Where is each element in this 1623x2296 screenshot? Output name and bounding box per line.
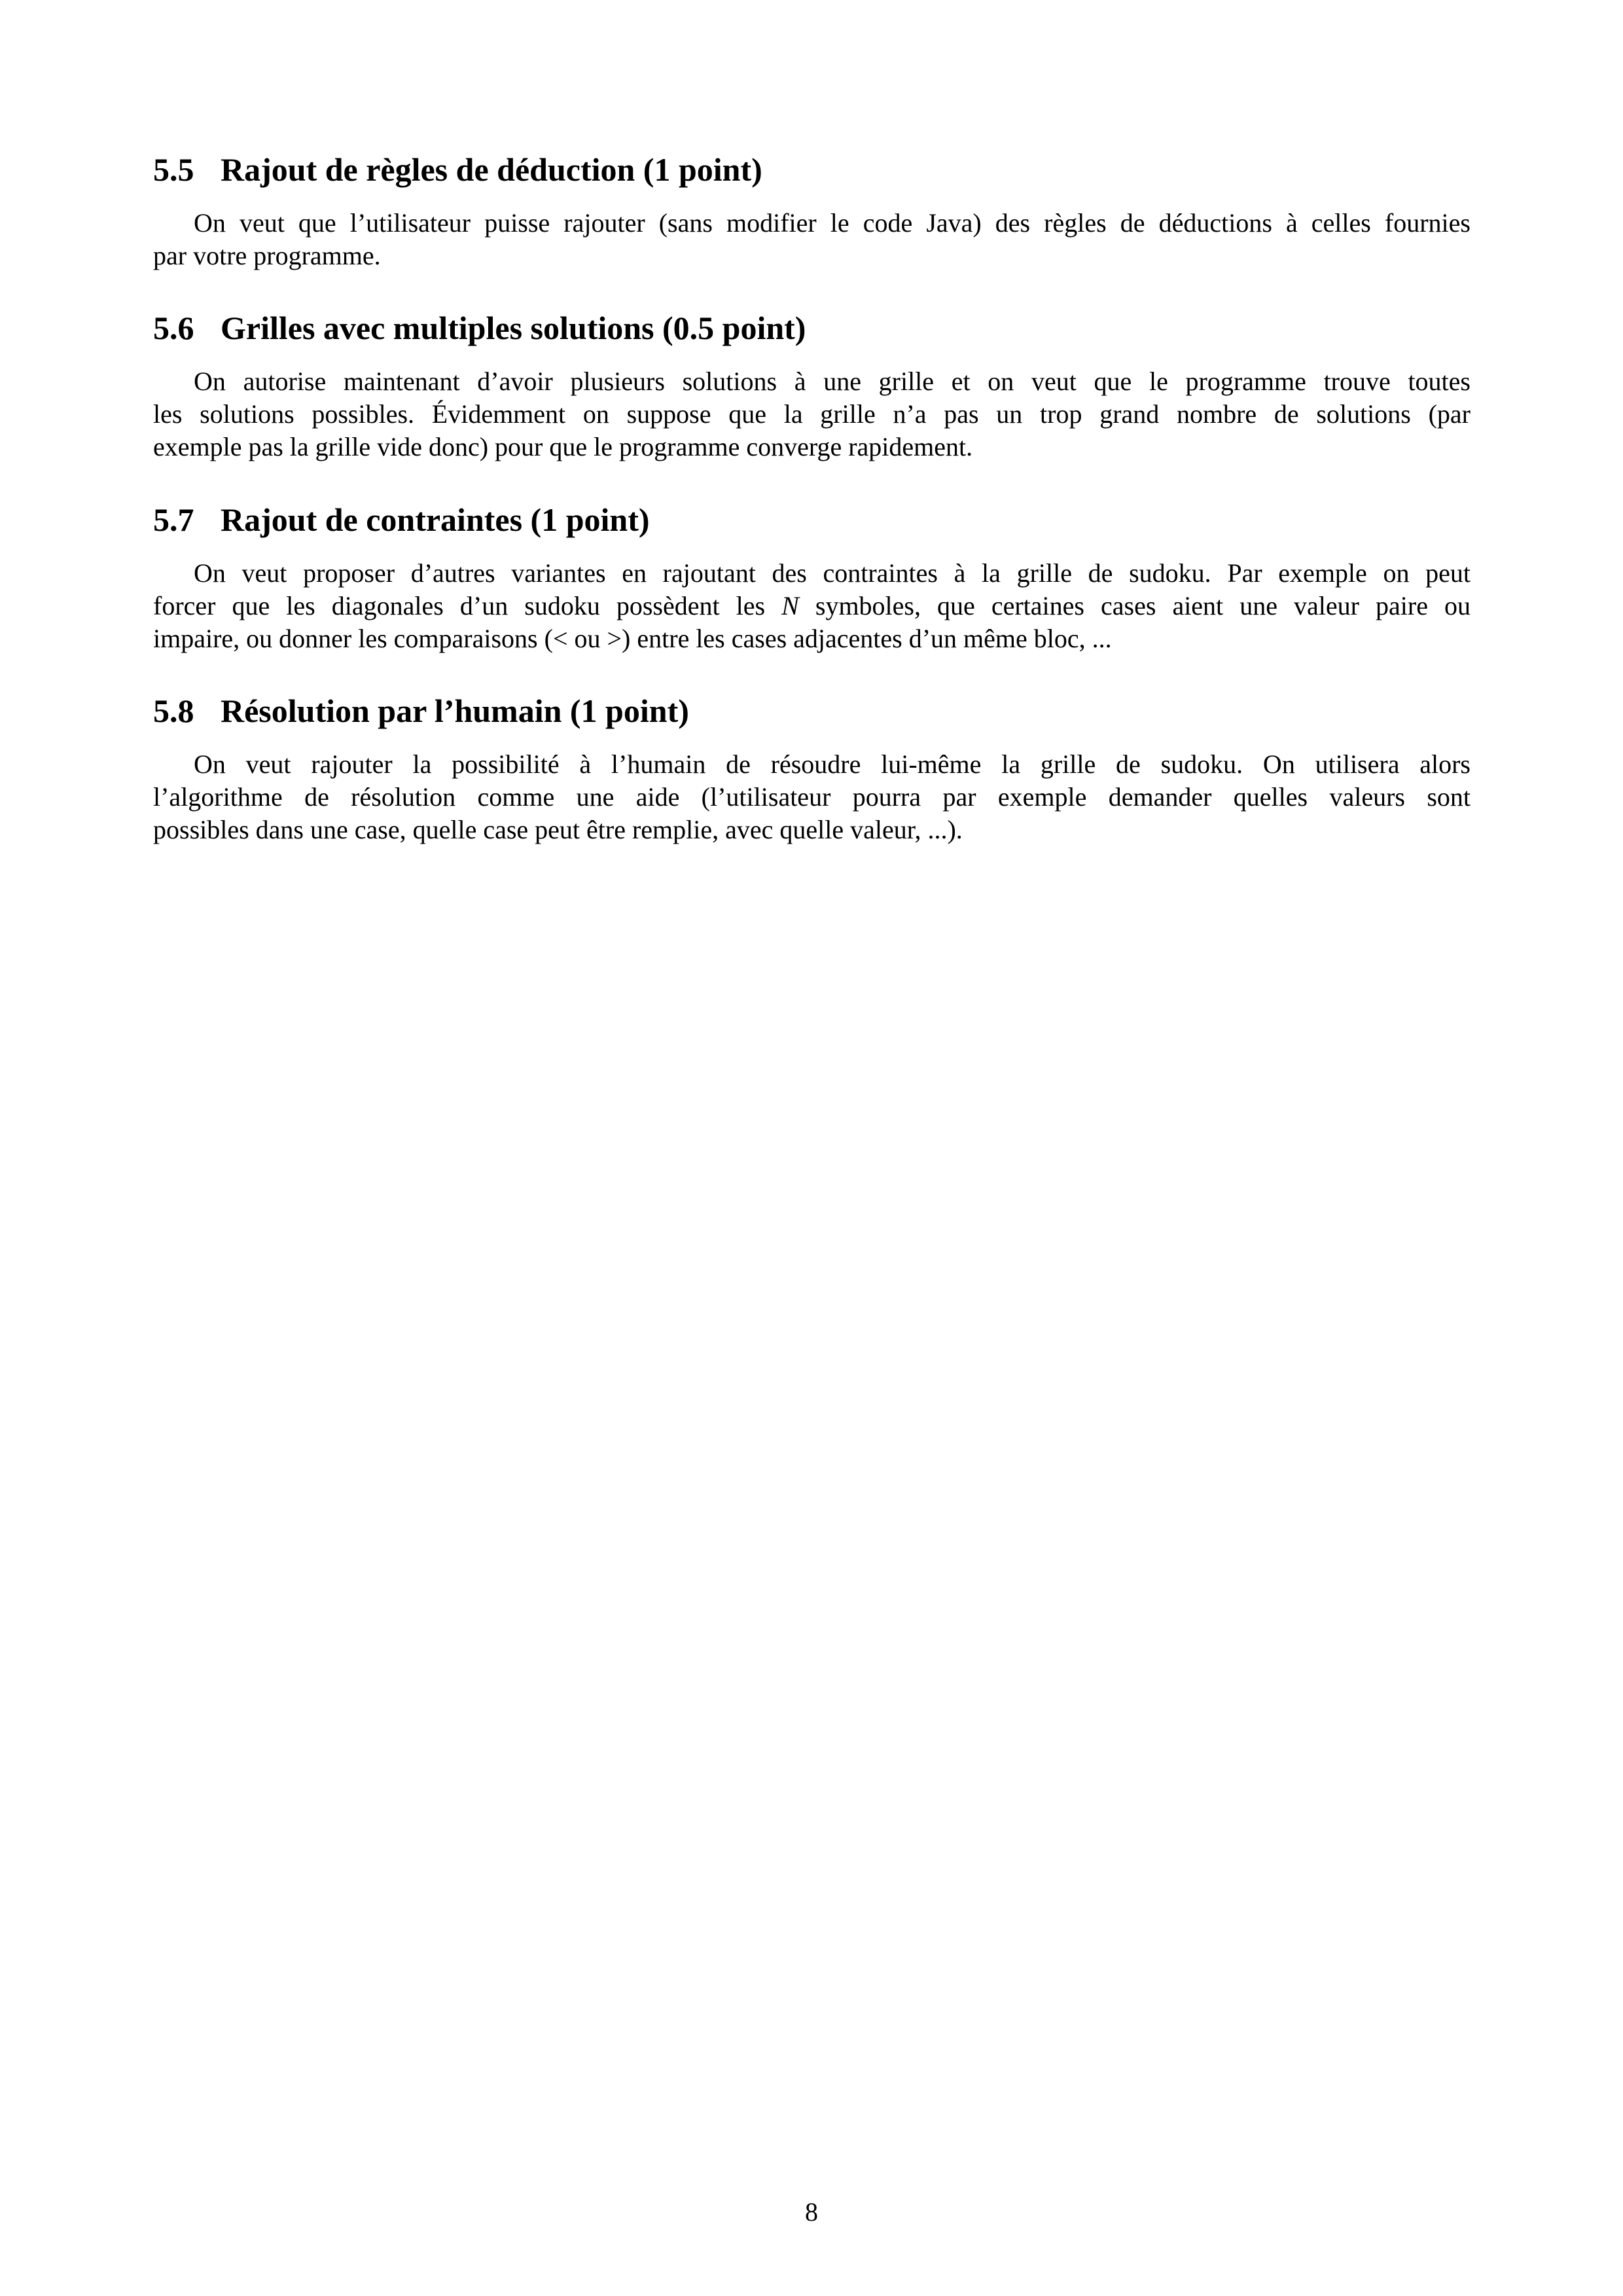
- paragraph-line: possibles dans une case, quelle case peut être remplie, avec quelle valeur, ...).: [153, 815, 963, 844]
- paragraph-line: impaire, ou donner les comparaisons (< ou >) entre les cases adjacentes d’un même bloc, ...: [153, 624, 1112, 653]
- paragraph-line: On veut que l’utilisateur puisse rajouter (sans modifier le code Java) des règles de déductions à celles fournies: [194, 208, 1471, 238]
- section-heading: [153, 312, 1471, 344]
- section-paragraph: [153, 365, 1471, 463]
- paragraph-line: On veut proposer d’autres variantes en rajoutant des contraintes à la grille de sudoku. Par exemple on peut: [194, 558, 1471, 588]
- section-title: Rajout de règles de déduction (1 point): [221, 151, 762, 188]
- section-number: 5.8: [153, 692, 194, 729]
- paragraph-line: par votre programme.: [153, 241, 381, 270]
- line-text-before-math: forcer que les diagonales d’un sudoku possèdent les: [153, 591, 782, 620]
- section-title: Grilles avec multiples solutions (0.5 point): [221, 310, 806, 346]
- line-text-after-math: symboles, que certaines cases aient une valeur paire ou: [798, 591, 1471, 620]
- paragraph-line: On autorise maintenant d’avoir plusieurs solutions à une grille et on veut que le programme trouve toutes: [194, 367, 1471, 396]
- paragraph-line: exemple pas la grille vide donc) pour que le programme converge rapidement.: [153, 432, 973, 461]
- paragraph-line: On veut rajouter la possibilité à l’humain de résoudre lui-même la grille de sudoku. On utilisera alors: [194, 749, 1471, 779]
- section-title: Rajout de contraintes (1 point): [221, 501, 650, 538]
- section-5-6: [153, 312, 1471, 463]
- section-paragraph: [153, 748, 1471, 846]
- paragraph-line: [153, 590, 1471, 622]
- paragraph-line: les solutions possibles. Évidemment on suppose que la grille n’a pas un trop grand nombre de solutions (par: [153, 399, 1471, 429]
- paragraph-line: l’algorithme de résolution comme une aide (l’utilisateur pourra par exemple demander quelles valeurs sont: [153, 782, 1471, 812]
- section-paragraph: [153, 207, 1471, 272]
- section-number: 5.5: [153, 151, 194, 188]
- section-paragraph: [153, 557, 1471, 655]
- section-heading: [153, 503, 1471, 536]
- section-title: Résolution par l’humain (1 point): [221, 692, 689, 729]
- section-number: 5.7: [153, 501, 194, 538]
- section-5-5: [153, 153, 1471, 272]
- section-heading: [153, 153, 1471, 186]
- section-heading: [153, 694, 1471, 727]
- page-number: 8: [805, 2197, 818, 2227]
- section-5-7: [153, 503, 1471, 655]
- math-variable-N: N: [781, 591, 799, 620]
- section-5-8: [153, 694, 1471, 846]
- section-number: 5.6: [153, 310, 194, 346]
